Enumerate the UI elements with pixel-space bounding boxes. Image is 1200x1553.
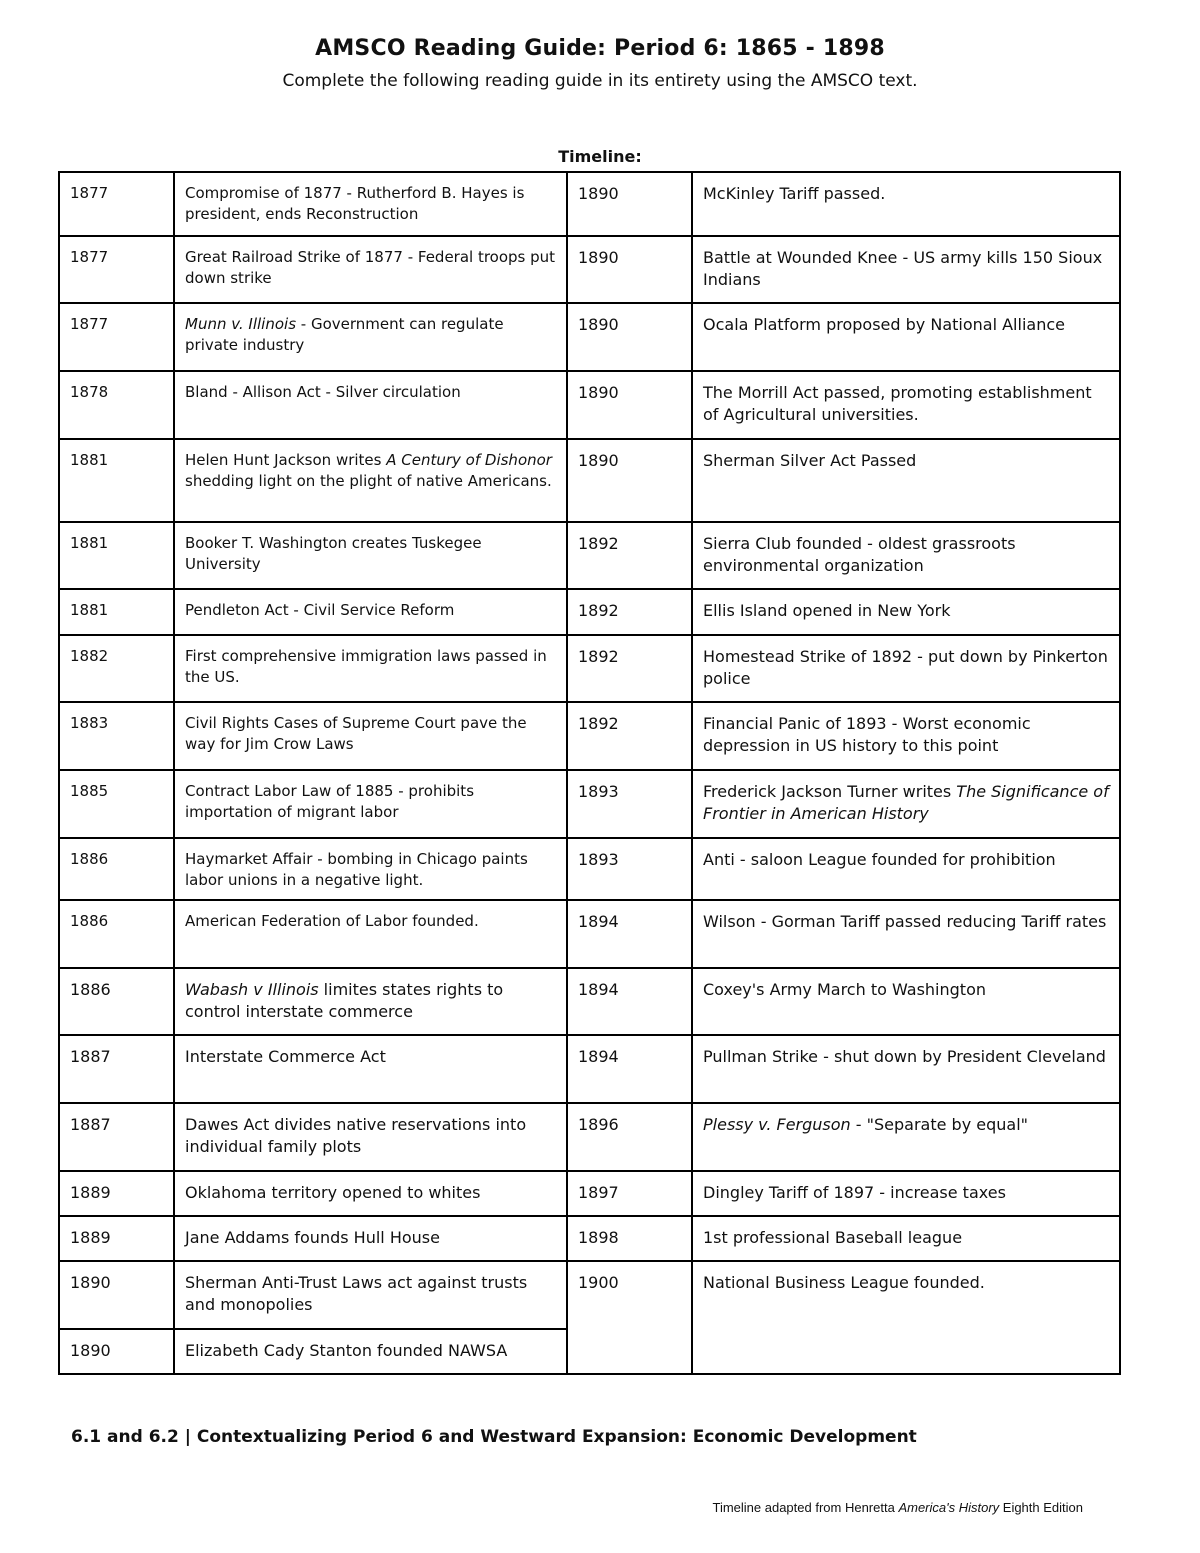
left-year-cell: 1887 [59,1103,174,1171]
event-text: Dingley Tariff of 1897 - increase taxes [703,1183,1006,1202]
left-year-cell: 1881 [59,439,174,522]
left-year-cell: 1881 [59,589,174,635]
timeline-row [59,439,1120,522]
right-event-cell [692,1103,1120,1171]
event-text: Interstate Commerce Act [185,1047,386,1066]
left-year-cell: 1886 [59,838,174,900]
timeline-label: Timeline: [558,147,642,166]
event-text: Booker T. Washington creates Tuskegee University [185,534,482,573]
timeline-row [59,770,1120,838]
event-text: Ocala Platform proposed by National Alliance [703,315,1065,334]
italic-title-text: The Significance of Frontier in American History [703,782,1109,823]
left-event-cell [174,1171,567,1216]
event-text: Bland - Allison Act - Silver circulation [185,383,461,401]
right-year-cell: 1892 [567,635,692,702]
left-event-cell [174,236,567,303]
left-event-cell [174,303,567,371]
event-text: Contract Labor Law of 1885 - prohibits importation of migrant labor [185,782,475,821]
event-text: Pullman Strike - shut down by President Cleveland [703,1047,1106,1066]
event-text: National Business League founded. [703,1273,985,1292]
event-text: Haymarket Affair - bombing in Chicago paints labor unions in a negative light. [185,850,528,889]
left-event-cell [174,635,567,702]
timeline-row [59,1171,1120,1216]
event-text: Oklahoma territory opened to whites [185,1183,481,1202]
left-year-cell: 1883 [59,702,174,770]
event-text: The Morrill Act passed, promoting establishment of Agricultural universities. [703,383,1092,424]
left-event-cell [174,1103,567,1171]
right-event-cell [692,900,1120,968]
event-text: Coxey's Army March to Washington [703,980,986,999]
right-event-cell [692,968,1120,1035]
event-text: Great Railroad Strike of 1877 - Federal troops put down strike [185,248,556,287]
event-text: Anti - saloon League founded for prohibition [703,850,1056,869]
left-year-cell: 1887 [59,1035,174,1103]
left-event-cell [174,172,567,236]
right-year-cell: 1890 [567,172,692,236]
right-event-cell [692,838,1120,900]
right-year-cell: 1890 [567,439,692,522]
event-text: Helen Hunt Jackson writes [185,451,387,469]
left-event-cell [174,968,567,1035]
timeline-row [59,635,1120,702]
italic-title-text: A Century of Dishonor [386,451,552,469]
right-event-cell [692,303,1120,371]
timeline-row [59,838,1120,900]
right-event-cell [692,1261,1120,1374]
event-text: Homestead Strike of 1892 - put down by Pinkerton police [703,647,1108,688]
right-event-cell [692,1216,1120,1261]
left-year-cell: 1881 [59,522,174,589]
event-text: Elizabeth Cady Stanton founded NAWSA [185,1341,508,1360]
timeline-row [59,236,1120,303]
right-year-cell: 1900 [567,1261,692,1374]
left-event-cell [174,1035,567,1103]
right-year-cell: 1898 [567,1216,692,1261]
left-year-cell: 1890 [59,1261,174,1329]
timeline-row [59,900,1120,968]
timeline-row [59,172,1120,236]
event-text: Dawes Act divides native reservations into individual family plots [185,1115,527,1156]
event-text: Ellis Island opened in New York [703,601,951,620]
left-event-cell [174,1216,567,1261]
right-year-cell: 1897 [567,1171,692,1216]
left-year-cell: 1885 [59,770,174,838]
italic-title-text: Wabash v Illinois [185,980,319,999]
left-year-cell: 1877 [59,236,174,303]
right-year-cell: 1894 [567,968,692,1035]
event-text: limites states rights to control interstate commerce [185,980,504,1021]
document-subtitle: Complete the following reading guide in its entirety using the AMSCO text. [282,71,918,91]
italic-title-text: Munn v. Illinois [185,315,297,333]
event-text: Civil Rights Cases of Supreme Court pave the way for Jim Crow Laws [185,714,527,753]
timeline-row [59,1103,1120,1171]
left-event-cell [174,589,567,635]
event-text: Sierra Club founded - oldest grassroots environmental organization [703,534,1016,575]
left-year-cell: 1877 [59,303,174,371]
event-text: Jane Addams founds Hull House [185,1228,440,1247]
event-text: 1st professional Baseball league [703,1228,963,1247]
left-event-cell [174,522,567,589]
footer-note [712,1500,1083,1515]
right-year-cell: 1890 [567,371,692,439]
timeline-row [59,1261,1120,1329]
event-text: Compromise of 1877 - Rutherford B. Hayes is president, ends Reconstruction [185,184,525,223]
event-text: - "Separate by equal" [850,1115,1028,1134]
event-text: American Federation of Labor founded. [185,912,479,930]
left-event-cell [174,371,567,439]
left-year-cell: 1889 [59,1171,174,1216]
right-year-cell: 1890 [567,303,692,371]
right-year-cell: 1892 [567,589,692,635]
right-event-cell [692,172,1120,236]
right-event-cell [692,371,1120,439]
event-text: shedding light on the plight of native Americans. [185,472,552,490]
event-text: Battle at Wounded Knee - US army kills 150 Sioux Indians [703,248,1103,289]
right-year-cell: 1892 [567,702,692,770]
right-event-cell [692,770,1120,838]
left-event-cell [174,439,567,522]
left-year-cell: 1878 [59,371,174,439]
timeline-row [59,702,1120,770]
right-event-cell [692,1035,1120,1103]
left-event-cell [174,1329,567,1374]
left-year-cell: 1877 [59,172,174,236]
right-year-cell: 1893 [567,770,692,838]
right-year-cell: 1890 [567,236,692,303]
footer-book-title: America's History [898,1500,1000,1515]
timeline-table [58,171,1121,1375]
left-event-cell [174,702,567,770]
left-year-cell: 1882 [59,635,174,702]
document-title: AMSCO Reading Guide: Period 6: 1865 - 1898 [315,36,885,61]
right-event-cell [692,522,1120,589]
timeline-row [59,371,1120,439]
right-year-cell: 1894 [567,900,692,968]
footer-prefix: Timeline adapted from Henretta [712,1500,899,1515]
event-text: - Government can regulate private industry [185,315,504,354]
event-text: Sherman Anti-Trust Laws act against trusts and monopolies [185,1273,528,1314]
right-event-cell [692,236,1120,303]
right-event-cell [692,635,1120,702]
left-event-cell [174,838,567,900]
left-event-cell [174,770,567,838]
right-event-cell [692,702,1120,770]
event-text: First comprehensive immigration laws passed in the US. [185,647,547,686]
section-heading: 6.1 and 6.2 | Contextualizing Period 6 and Westward Expansion: Economic Development [71,1427,917,1447]
event-text: Frederick Jackson Turner writes [703,782,957,801]
left-year-cell: 1886 [59,900,174,968]
right-year-cell: 1893 [567,838,692,900]
event-text: Pendleton Act - Civil Service Reform [185,601,455,619]
right-event-cell [692,439,1120,522]
timeline-row [59,1216,1120,1261]
left-event-cell [174,1261,567,1329]
right-event-cell [692,1171,1120,1216]
left-year-cell: 1890 [59,1329,174,1374]
right-year-cell: 1894 [567,1035,692,1103]
italic-title-text: Plessy v. Ferguson [703,1115,851,1134]
right-event-cell [692,589,1120,635]
timeline-row [59,303,1120,371]
left-year-cell: 1889 [59,1216,174,1261]
timeline-row [59,1035,1120,1103]
timeline-row [59,522,1120,589]
timeline-row [59,968,1120,1035]
left-year-cell: 1886 [59,968,174,1035]
event-text: Sherman Silver Act Passed [703,451,917,470]
event-text: Financial Panic of 1893 - Worst economic depression in US history to this point [703,714,1031,755]
right-year-cell: 1892 [567,522,692,589]
event-text: Wilson - Gorman Tariff passed reducing Tariff rates [703,912,1107,931]
timeline-row [59,589,1120,635]
left-event-cell [174,900,567,968]
footer-suffix: Eighth Edition [999,1500,1083,1515]
event-text: McKinley Tariff passed. [703,184,886,203]
right-year-cell: 1896 [567,1103,692,1171]
